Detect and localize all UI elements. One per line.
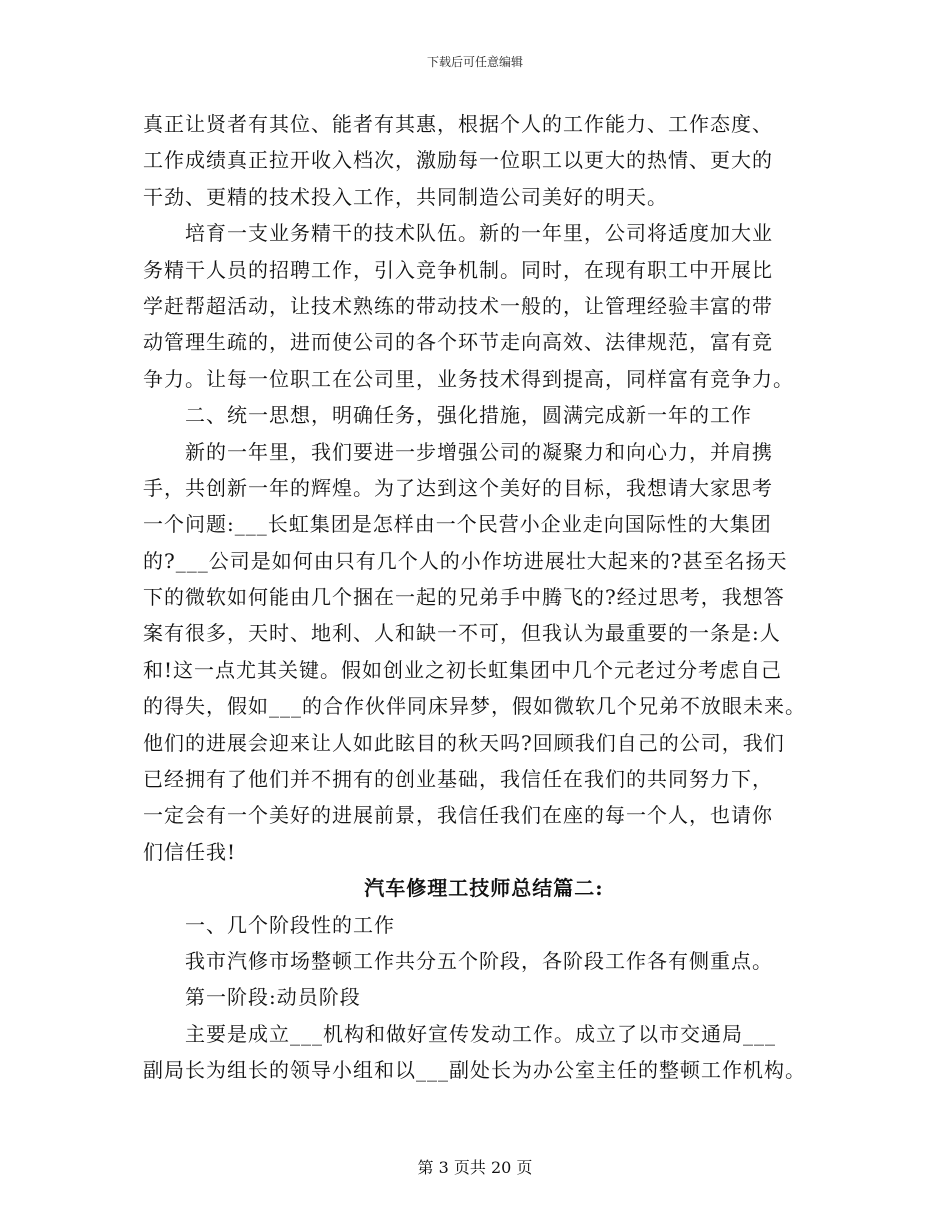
page-footer: 第 3 页共 20 页 <box>417 1158 533 1177</box>
text-line: 手，共创新一年的辉煌。为了达到这个美好的目标，我想请大家思考 <box>143 475 773 500</box>
text-line: 一个问题:___长虹集团是怎样由一个民营小企业走向国际性的大集团 <box>143 512 772 537</box>
text-line: 动管理生疏的，进而使公司的各个环节走向高效、法律规范，富有竞 <box>143 330 773 355</box>
text-line: 和!这一点尤其关键。假如创业之初长虹集团中几个元老过分考虑自己 <box>143 657 783 682</box>
text-line: 干劲、更精的技术投入工作，共同制造公司美好的明天。 <box>143 184 668 209</box>
section-title: 汽车修理工技师总结篇二: <box>364 876 604 901</box>
text-line: 主要是成立___机构和做好宣传发动工作。成立了以市交通局___ <box>185 1021 776 1046</box>
text-line: 副局长为组长的领导小组和以___副处长为办公室主任的整顿工作机构。 <box>143 1058 806 1083</box>
text-line: 新的一年里，我们要进一步增强公司的凝聚力和向心力，并肩携 <box>185 439 773 464</box>
text-line: 已经拥有了他们并不拥有的创业基础，我信任在我们的共同努力下， <box>143 767 773 792</box>
text-line: 一定会有一个美好的进展前景，我信任我们在座的每一个人，也请你 <box>143 803 773 828</box>
section-heading: 一、几个阶段性的工作 <box>185 912 395 937</box>
document-body <box>143 106 825 1089</box>
text-line: 学赶帮超活动，让技术熟练的带动技术一般的，让管理经验丰富的带 <box>143 293 773 318</box>
section-heading: 第一阶段:动员阶段 <box>185 985 361 1010</box>
text-line: 下的微软如何能由几个捆在一起的兄弟手中腾飞的?经过思考，我想答 <box>143 585 785 610</box>
text-line: 争力。让每一位职工在公司里，业务技术得到提高，同样富有竞争力。 <box>143 366 794 391</box>
text-line: 真正让贤者有其位、能者有其惠，根据个人的工作能力、工作态度、 <box>143 112 773 136</box>
text-line: 他们的进展会迎来让人如此眩目的秋天吗?回顾我们自己的公司，我们 <box>143 730 785 755</box>
text-line: 的?___公司是如何由只有几个人的小作坊进展壮大起来的?甚至名扬天 <box>143 548 788 573</box>
text-line: 我市汽修市场整顿工作共分五个阶段，各阶段工作各有侧重点。 <box>185 948 773 973</box>
text-line: 案有很多，天时、地利、人和缺一不可，但我认为最重要的一条是:人 <box>143 621 781 646</box>
page-header: 下载后可任意编辑 <box>426 55 523 69</box>
text-line: 务精干人员的招聘工作，引入竞争机制。同时，在现有职工中开展比 <box>143 257 773 282</box>
text-line: 培育一支业务精干的技术队伍。新的一年里，公司将适度加大业 <box>185 221 773 246</box>
section-heading: 二、统一思想，明确任务，强化措施，圆满完成新一年的工作 <box>185 403 752 428</box>
text-line: 的得失，假如___的合作伙伴同床异梦，假如微软几个兄弟不放眼未来。 <box>143 694 806 719</box>
text-line: 们信任我! <box>143 839 237 864</box>
text-line: 工作成绩真正拉开收入档次，激励每一位职工以更大的热情、更大的 <box>143 148 773 173</box>
